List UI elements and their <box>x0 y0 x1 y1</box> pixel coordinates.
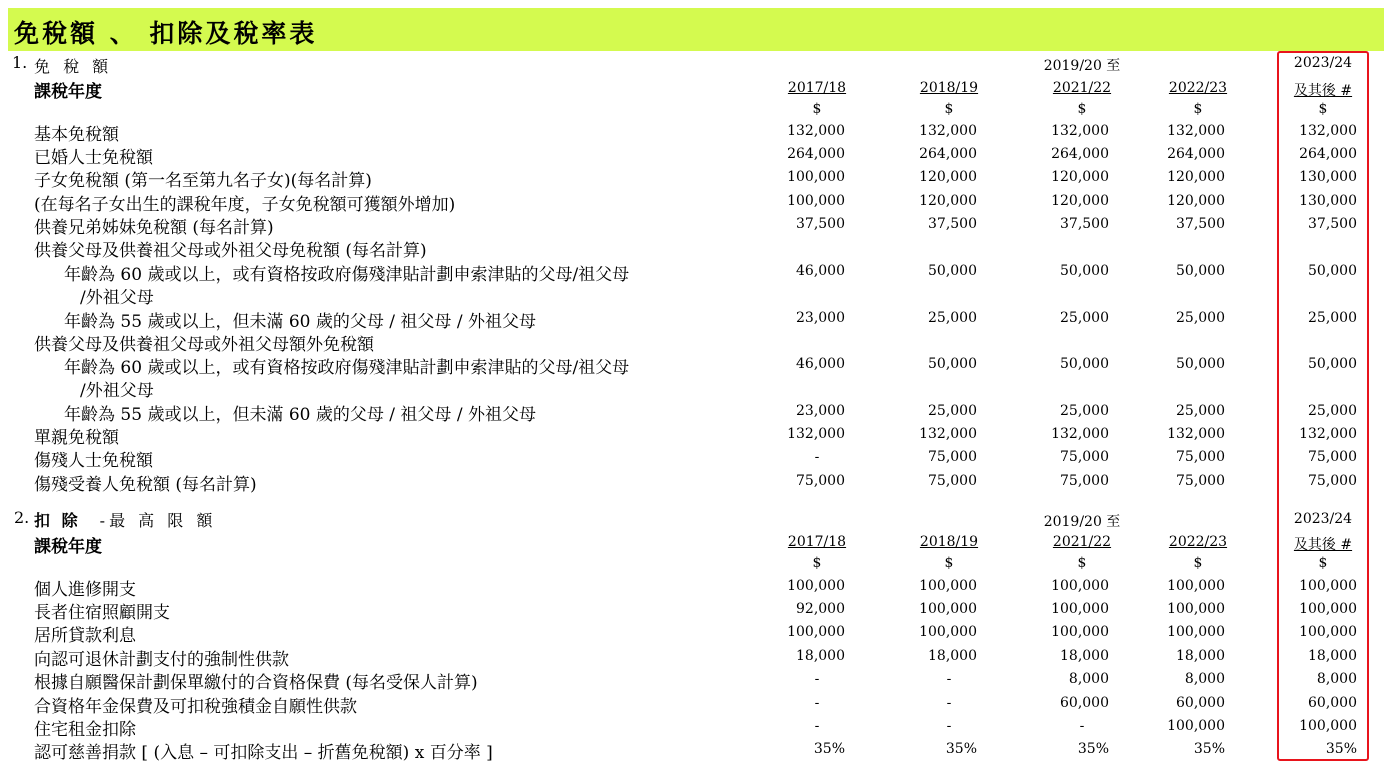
section1-col-2-pre: 2019/20 至 <box>1043 58 1121 74</box>
section1-row-value: 132,000 <box>1167 426 1225 442</box>
section1-row-value: 50,000 <box>1176 356 1225 372</box>
section1-row-value: 23,000 <box>796 310 845 326</box>
section1-row-value: 132,000 <box>919 426 977 442</box>
section2-row-label: 個人進修開支 <box>34 580 136 600</box>
section1-row-value: 25,000 <box>1176 310 1225 326</box>
section1-row-value: 130,000 <box>1299 193 1357 209</box>
section1-row-label: 年齡為 60 歲或以上，或有資格按政府傷殘津貼計劃申索津貼的父母/祖父母 <box>64 265 630 285</box>
section1-row-value: 75,000 <box>1060 473 1109 489</box>
section2-row-value: 60,000 <box>1176 695 1225 711</box>
section2-row-value: 35% <box>945 741 977 757</box>
section2-row-value: 8,000 <box>1316 671 1357 687</box>
section1-row-label: /外祖父母 <box>80 288 154 308</box>
section1-row-value: 75,000 <box>1176 449 1225 465</box>
section1-row-value: 132,000 <box>787 426 845 442</box>
section1-row-value: 75,000 <box>928 449 977 465</box>
section1-row-value: 75,000 <box>1308 473 1357 489</box>
section1-row-value: 264,000 <box>1167 146 1225 162</box>
section1-row-value: 50,000 <box>1060 263 1109 279</box>
section2-row-value: 100,000 <box>1167 601 1225 617</box>
section2-row-label: 認可慈善捐款 [ (入息 – 可扣除支出 – 折舊免稅額) x 百分率 ] <box>34 743 493 763</box>
section-2-year-label: 課稅年度 <box>34 537 102 557</box>
section2-row-value: 100,000 <box>1299 578 1357 594</box>
section1-row-value: 132,000 <box>787 123 845 139</box>
section1-row-value: 132,000 <box>1051 426 1109 442</box>
section1-row-value: 25,000 <box>1060 403 1109 419</box>
section1-row-value: 50,000 <box>928 263 977 279</box>
section1-row-value: 50,000 <box>1308 356 1357 372</box>
section-1-title: 免 稅 額 <box>34 57 113 76</box>
section1-row-value: 132,000 <box>919 123 977 139</box>
section1-col-2-unit: $ <box>1077 101 1087 117</box>
section1-row-value: 25,000 <box>1060 310 1109 326</box>
section2-row-value: 100,000 <box>919 601 977 617</box>
title-banner <box>8 8 1384 51</box>
section2-col-4-pre: 2023/24 <box>1293 511 1353 527</box>
section1-col-4-unit: $ <box>1318 101 1328 117</box>
section1-row-label: 年齡為 55 歲或以上，但未滿 60 歲的父母 / 祖父母 / 外祖父母 <box>64 312 536 332</box>
section1-row-value: 37,500 <box>1308 216 1357 232</box>
section1-row-value: - <box>814 449 820 465</box>
section-1-year-label: 課稅年度 <box>34 82 102 102</box>
section2-row-label: 根據自願醫保計劃保單繳付的合資格保費 (每名受保人計算) <box>34 673 478 693</box>
section1-row-label: 供養父母及供養祖父母或外祖父母額外免稅額 <box>34 335 374 355</box>
section1-row-value: 25,000 <box>1308 403 1357 419</box>
section1-col-4-label: 及其後 # <box>1293 83 1353 99</box>
section-2-title-bold: 扣 除 <box>34 511 81 530</box>
section1-col-1-unit: $ <box>944 101 954 117</box>
section-2-title <box>34 508 216 531</box>
section1-row-value: 120,000 <box>1167 193 1225 209</box>
section1-row-label: 單親免稅額 <box>34 428 119 448</box>
section2-col-0-unit: $ <box>812 555 822 571</box>
section2-row-value: 8,000 <box>1068 671 1109 687</box>
section1-row-value: 50,000 <box>928 356 977 372</box>
section1-row-value: 23,000 <box>796 403 845 419</box>
section1-row-value: 46,000 <box>796 263 845 279</box>
section2-row-value: 100,000 <box>1299 601 1357 617</box>
section2-row-label: 居所貸款利息 <box>34 626 136 646</box>
section2-col-3-unit: $ <box>1193 555 1203 571</box>
section2-row-value: - <box>946 718 952 734</box>
section2-row-value: 100,000 <box>1167 624 1225 640</box>
section1-row-value: 75,000 <box>1308 449 1357 465</box>
section2-row-label: 向認可退休計劃支付的強制性供款 <box>34 650 289 670</box>
section1-row-value: 75,000 <box>796 473 845 489</box>
section1-row-value: 25,000 <box>928 310 977 326</box>
section1-row-value: 50,000 <box>1308 263 1357 279</box>
section1-row-value: 37,500 <box>796 216 845 232</box>
section1-row-label: 基本免稅額 <box>34 125 119 145</box>
section1-row-label: /外祖父母 <box>80 381 154 401</box>
section2-row-value: 35% <box>1077 741 1109 757</box>
section2-col-2-unit: $ <box>1077 555 1087 571</box>
section1-col-0-unit: $ <box>812 101 822 117</box>
section1-col-1-label: 2018/19 <box>919 80 979 96</box>
section2-row-value: 60,000 <box>1308 695 1357 711</box>
section2-row-value: - <box>814 718 820 734</box>
section1-row-value: 120,000 <box>919 193 977 209</box>
section1-row-value: 75,000 <box>1176 473 1225 489</box>
section1-row-value: 130,000 <box>1299 169 1357 185</box>
section1-row-label: (在每名子女出生的課稅年度，子女免稅額可獲額外增加) <box>34 195 456 215</box>
section1-row-value: 264,000 <box>1299 146 1357 162</box>
section1-row-label: 子女免稅額 (第一名至第九名子女)(每名計算) <box>34 171 372 191</box>
section1-row-label: 年齡為 55 歲或以上，但未滿 60 歲的父母 / 祖父母 / 外祖父母 <box>64 405 536 425</box>
section2-row-value: - <box>946 671 952 687</box>
section2-row-value: 35% <box>1325 741 1357 757</box>
section1-row-value: 132,000 <box>1299 426 1357 442</box>
section2-row-value: 100,000 <box>1051 624 1109 640</box>
section1-row-value: 120,000 <box>1051 193 1109 209</box>
section2-row-value: 18,000 <box>1060 648 1109 664</box>
section1-row-value: 75,000 <box>928 473 977 489</box>
section-1-number: 1. <box>12 53 28 72</box>
section1-row-label: 傷殘受養人免稅額 (每名計算) <box>34 475 257 495</box>
section1-col-3-label: 2022/23 <box>1168 80 1228 96</box>
section1-row-value: 50,000 <box>1176 263 1225 279</box>
section2-col-3-label: 2022/23 <box>1168 534 1228 550</box>
section2-row-value: 100,000 <box>1167 578 1225 594</box>
section1-row-value: 37,500 <box>928 216 977 232</box>
section1-row-value: 100,000 <box>787 193 845 209</box>
section1-row-value: 37,500 <box>1060 216 1109 232</box>
section2-row-value: 100,000 <box>787 578 845 594</box>
section2-row-value: 18,000 <box>928 648 977 664</box>
section1-col-2-label: 2021/22 <box>1052 80 1112 96</box>
section1-row-value: 25,000 <box>928 403 977 419</box>
section2-row-value: - <box>946 695 952 711</box>
section1-row-value: 264,000 <box>787 146 845 162</box>
section1-row-value: 46,000 <box>796 356 845 372</box>
section2-row-value: - <box>814 695 820 711</box>
section2-row-label: 住宅租金扣除 <box>34 720 136 740</box>
section1-row-value: 132,000 <box>1299 123 1357 139</box>
section2-col-4-unit: $ <box>1318 555 1328 571</box>
section2-row-value: 100,000 <box>1051 578 1109 594</box>
section2-col-2-label: 2021/22 <box>1052 534 1112 550</box>
section1-col-0-label: 2017/18 <box>787 80 847 96</box>
section1-row-label: 傷殘人士免稅額 <box>34 451 153 471</box>
section2-row-value: 18,000 <box>796 648 845 664</box>
section1-row-value: 132,000 <box>1167 123 1225 139</box>
section1-row-value: 25,000 <box>1176 403 1225 419</box>
section2-col-1-label: 2018/19 <box>919 534 979 550</box>
section-2-number: 2. <box>14 508 30 527</box>
section2-row-value: 60,000 <box>1060 695 1109 711</box>
section2-row-value: - <box>1079 718 1085 734</box>
section1-row-label: 供養兄弟姊妹免稅額 (每名計算) <box>34 218 274 238</box>
section2-col-1-unit: $ <box>944 555 954 571</box>
section2-row-value: 100,000 <box>1299 624 1357 640</box>
section1-row-value: 75,000 <box>1060 449 1109 465</box>
section1-row-value: 37,500 <box>1176 216 1225 232</box>
section1-row-value: 25,000 <box>1308 310 1357 326</box>
section2-col-0-label: 2017/18 <box>787 534 847 550</box>
section2-row-value: 100,000 <box>1051 601 1109 617</box>
section2-row-value: 100,000 <box>787 624 845 640</box>
section2-row-value: 100,000 <box>1167 718 1225 734</box>
section1-col-4-pre: 2023/24 <box>1293 55 1353 71</box>
section1-row-value: 264,000 <box>1051 146 1109 162</box>
section1-row-value: 264,000 <box>919 146 977 162</box>
section2-row-value: 35% <box>1193 741 1225 757</box>
section2-row-value: - <box>814 671 820 687</box>
section2-row-value: 35% <box>813 741 845 757</box>
section2-row-label: 合資格年金保費及可扣稅強積金自願性供款 <box>34 697 357 717</box>
section1-row-label: 年齡為 60 歲或以上，或有資格按政府傷殘津貼計劃申索津貼的父母/祖父母 <box>64 358 630 378</box>
section2-col-2-pre: 2019/20 至 <box>1043 514 1121 530</box>
section1-row-label: 已婚人士免稅額 <box>34 148 153 168</box>
section1-row-value: 120,000 <box>919 169 977 185</box>
section2-row-value: 100,000 <box>919 578 977 594</box>
section2-row-value: 100,000 <box>1299 718 1357 734</box>
section-2-title-rest: -最 高 限 額 <box>99 511 217 530</box>
section1-col-3-unit: $ <box>1193 101 1203 117</box>
section2-row-label: 長者住宿照顧開支 <box>34 603 170 623</box>
section1-row-value: 120,000 <box>1167 169 1225 185</box>
page-title: 免稅額 、 扣除及稅率表 <box>14 19 318 48</box>
section2-row-value: 92,000 <box>796 601 845 617</box>
section2-row-value: 18,000 <box>1308 648 1357 664</box>
section1-row-value: 100,000 <box>787 169 845 185</box>
section1-row-value: 120,000 <box>1051 169 1109 185</box>
section1-row-value: 132,000 <box>1051 123 1109 139</box>
section2-row-value: 100,000 <box>919 624 977 640</box>
section2-row-value: 8,000 <box>1184 671 1225 687</box>
section2-col-4-label: 及其後 # <box>1293 537 1353 553</box>
section1-row-value: 50,000 <box>1060 356 1109 372</box>
section1-row-label: 供養父母及供養祖父母或外祖父母免稅額 (每名計算) <box>34 241 427 261</box>
section2-row-value: 18,000 <box>1176 648 1225 664</box>
